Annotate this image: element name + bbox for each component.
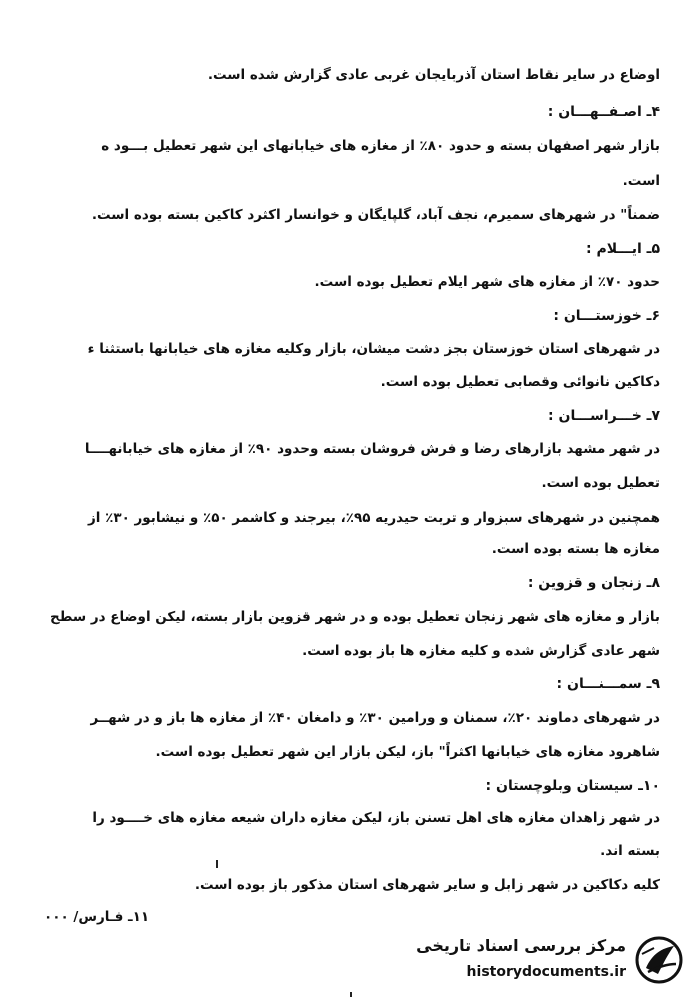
text-line: بازار و مغازه های شهر زنجان تعطیل بوده و در شهر قزوین بازار بسته، لیکن اوضاع در سطح [49,609,660,625]
text-line: شاهرود مغازه های خیابانها اکثراً" باز، لیکن بازار این شهر تعطیل بوده است. [155,744,660,760]
text-line: همچنین در شهرهای سبزوار و تربت حیدریه ۹۵٪، بیرجند و کاشمر ۵۰٪ و نیشابور ۳۰٪ از [87,510,660,526]
text-line: حدود ۷۰٪ از مغازه های شهر ایلام تعطیل بوده است. [314,274,660,290]
section-heading: ۸ـ زنجان و قزوین : [527,575,660,591]
archive-watermark [418,930,690,990]
section-heading: ۶ـ خوزستـــان : [553,308,660,324]
watermark-title: مرکز بررسی اسناد تاریخی [416,936,626,955]
text-line: بازار شهر اصفهان بسته و حدود ۸۰٪ از مغازه های خیابانهای این شهر تعطیل بـــود ه [101,138,660,154]
stray-mark [350,992,352,997]
section-heading: ۱۰ـ سیستان وبلوچستان : [485,778,660,794]
text-line: شهر عادی گزارش شده و کلیه مغازه ها باز بوده است. [302,643,660,659]
text-line: در شهر مشهد بازارهای رضا و فرش فروشان بسته وحدود ۹۰٪ از مغازه های خیابانهــــا [84,441,660,457]
text-line: است. [622,173,660,189]
text-line: مغازه ها بسته بوده است. [491,541,660,557]
section-heading: ۵ـ ایـــلام : [586,241,660,257]
section-heading: ۴ـ اصـفــهـــان : [547,104,660,120]
text-line: اوضاع در سایر نقاط استان آذربایجان غربی عادی گزارش شده است. [207,67,660,83]
text-line: بسته اند. [600,843,660,859]
text-line: ضمناً" در شهرهای سمیرم، نجف آباد، گلپایگان و خوانسار اکثرد کاکین بسته بوده است. [91,207,660,223]
section-heading: ۷ـ خـــراســـان : [548,408,660,424]
text-line: در شهرهای دماوند ۲۰٪، سمنان و ورامین ۳۰٪ و دامغان ۴۰٪ از مغازه ها باز و در شهــر [90,710,660,726]
text-line: کلیه دکاکین در شهر زابل و سایر شهرهای استان مذکور باز بوده است. [194,877,660,893]
text-line: در شهر زاهدان مغازه های اهل تسنن باز، لیکن مغازه داران شیعه مغازه های خــــود را [92,810,660,826]
archive-logo-icon [632,934,686,986]
text-line: در شهرهای استان خوزستان بجز دشت میشان، بازار وکلیه مغازه های خیابانها باستثنا ء [87,341,660,357]
stray-mark [216,860,218,868]
text-line: تعطیل بوده است. [541,475,660,491]
section-heading: ۹ـ سمـــنـــان : [556,676,660,692]
text-line: دکاکین نانوائی وقصابی تعطیل بوده است. [380,374,660,390]
continuation-footer: ۱۱ـ فـارس/ ۰۰۰ [44,909,150,925]
watermark-url: historydocuments.ir [466,964,626,980]
